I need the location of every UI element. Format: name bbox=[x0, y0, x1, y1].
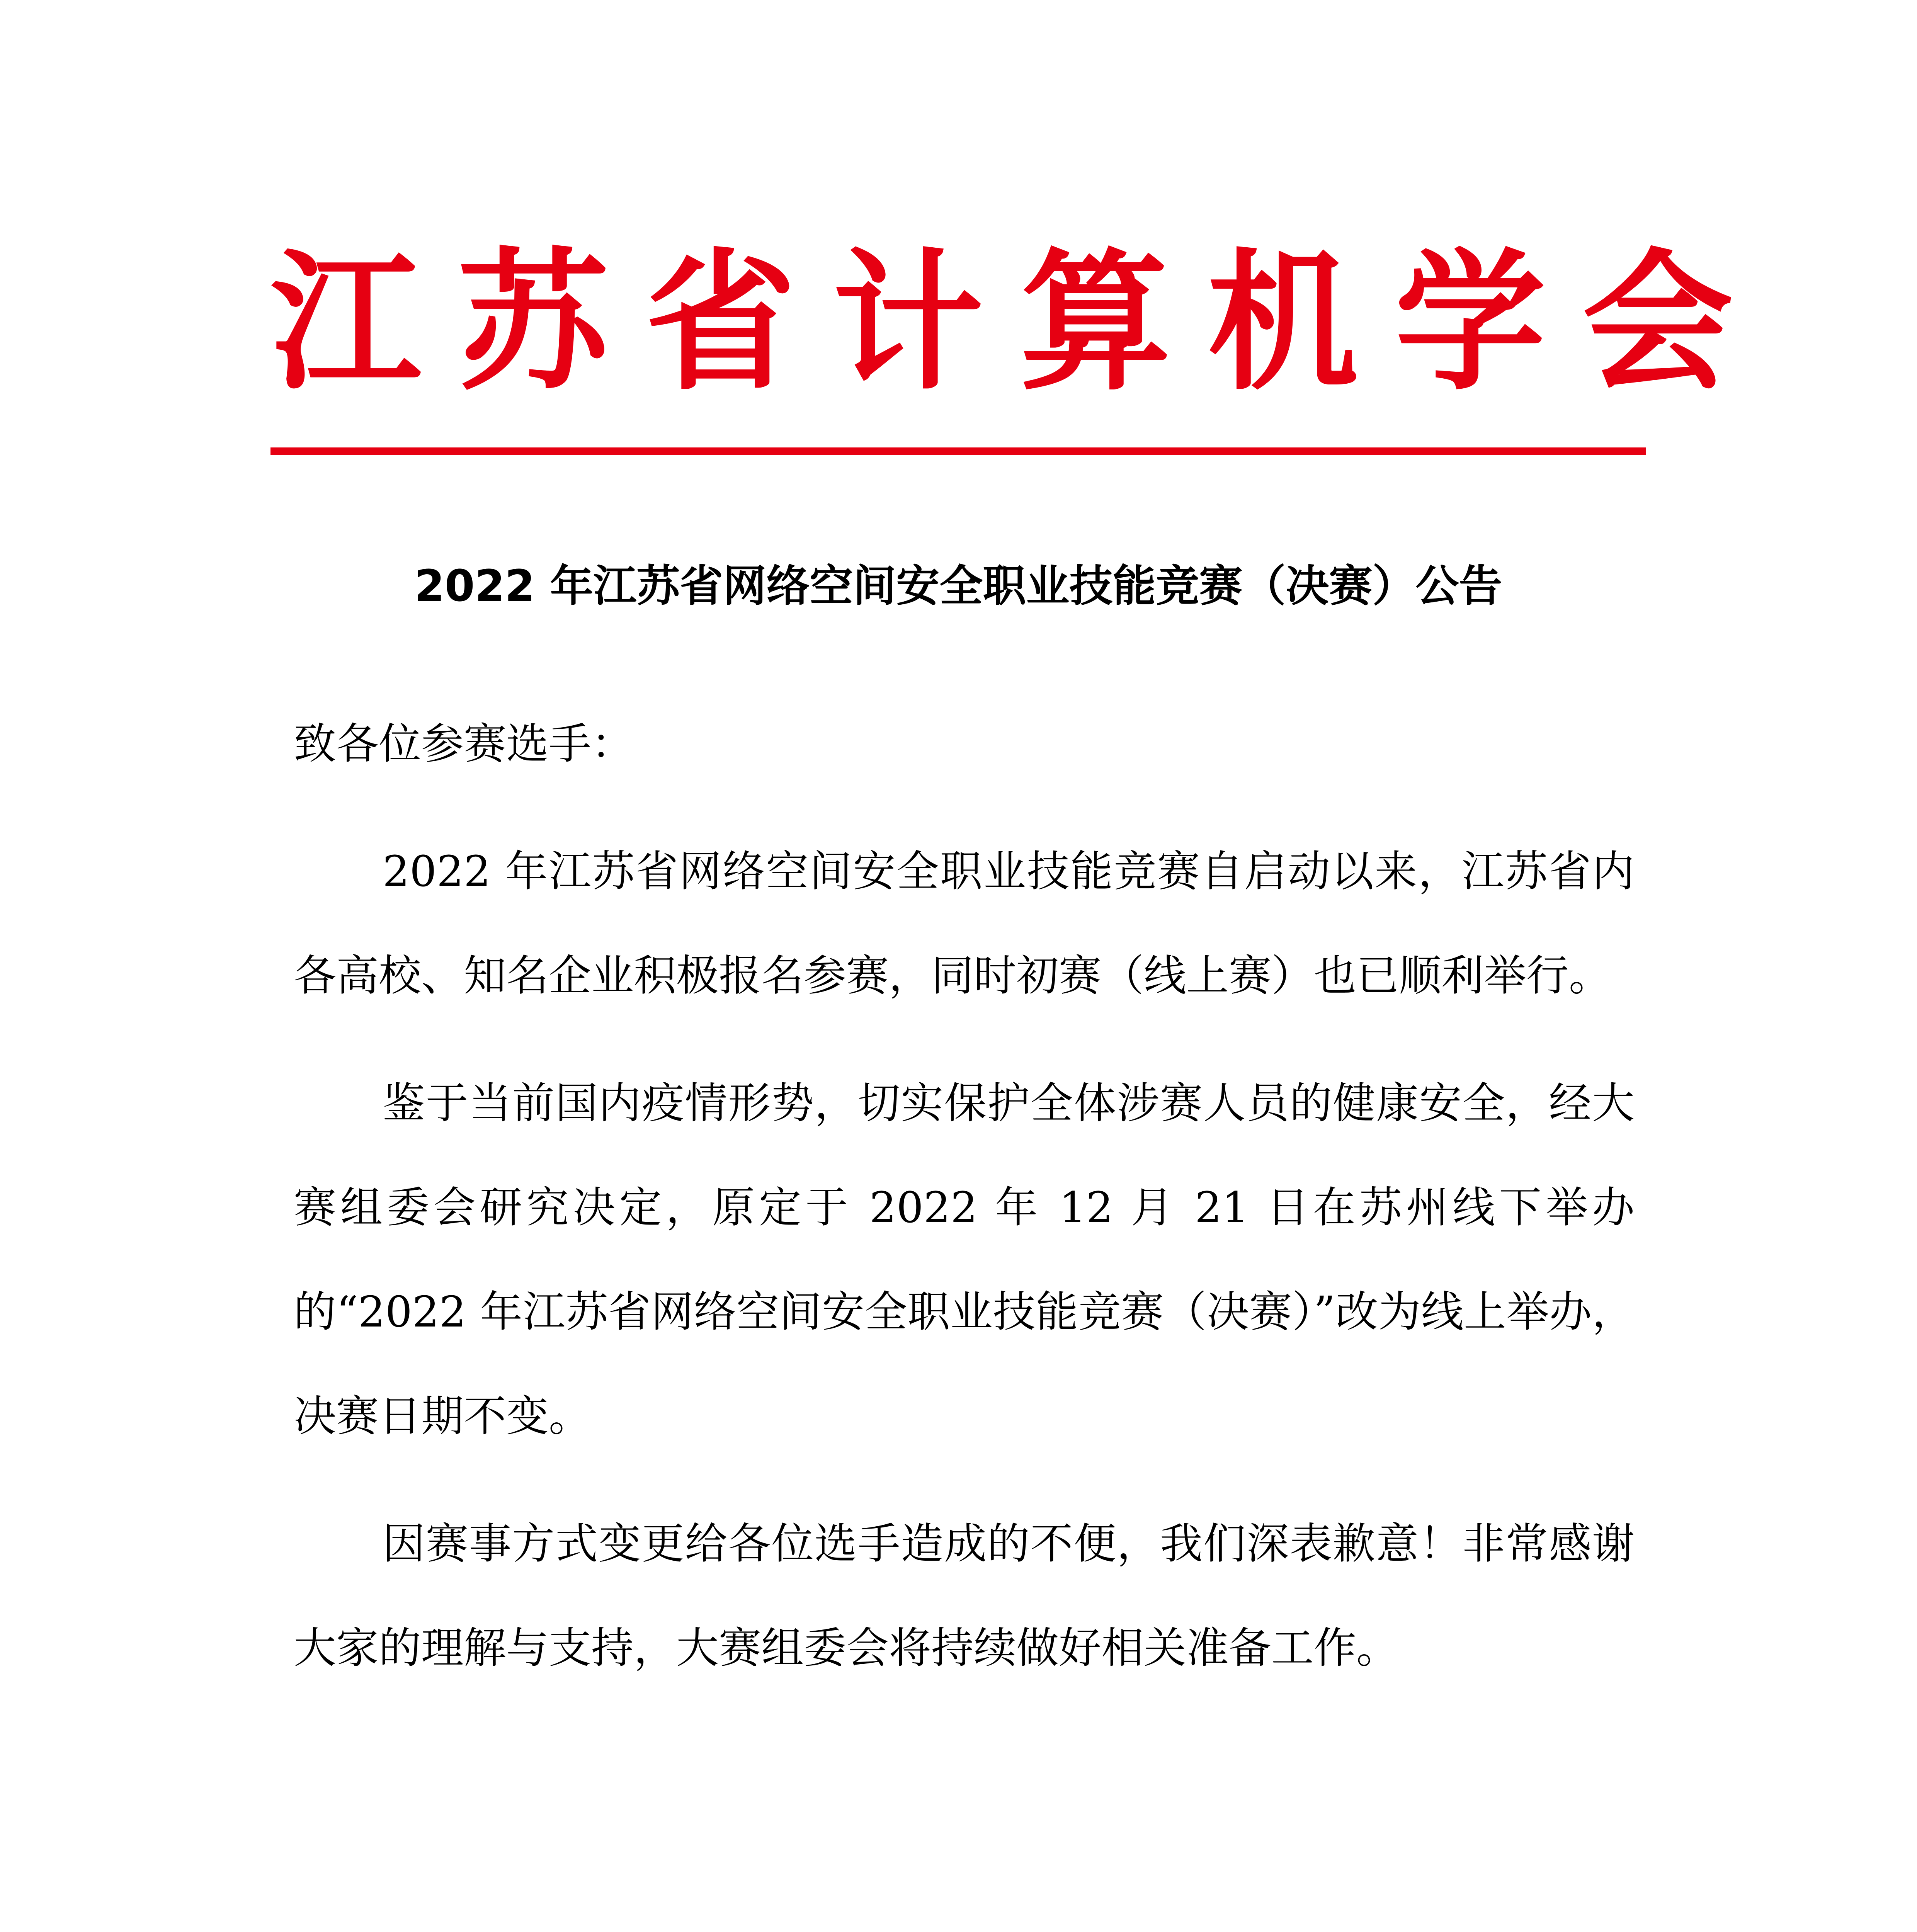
paragraph-1: 2022 年江苏省网络空间安全职业技能竞赛自启动以来，江苏省内各高校、知名企业积极报名参赛，同时初赛（线上赛）也已顺利举行。 bbox=[294, 847, 1635, 1000]
greeting: 致各位参赛选手： bbox=[294, 719, 634, 769]
letterhead-divider bbox=[270, 447, 1646, 455]
letterhead-title: 江苏省计算机学会 bbox=[270, 235, 1770, 410]
paragraph-2: 鉴于当前国内疫情形势，切实保护全体涉赛人员的健康安全，经大赛组委会研究决定，原定于 2022 年 12 月 21 日在苏州线下举办的“2022 年江苏省网络空间安全职业技能竞赛（决赛）”改为线上举办，决赛日期不变。 bbox=[294, 1078, 1635, 1441]
paragraph-3: 因赛事方式变更给各位选手造成的不便，我们深表歉意！非常感谢大家的理解与支持，大赛组委会将持续做好相关准备工作。 bbox=[294, 1519, 1635, 1673]
document-title: 2022 年江苏省网络空间安全职业技能竞赛（决赛）公告 bbox=[414, 561, 1502, 611]
document-body bbox=[294, 692, 1635, 1723]
